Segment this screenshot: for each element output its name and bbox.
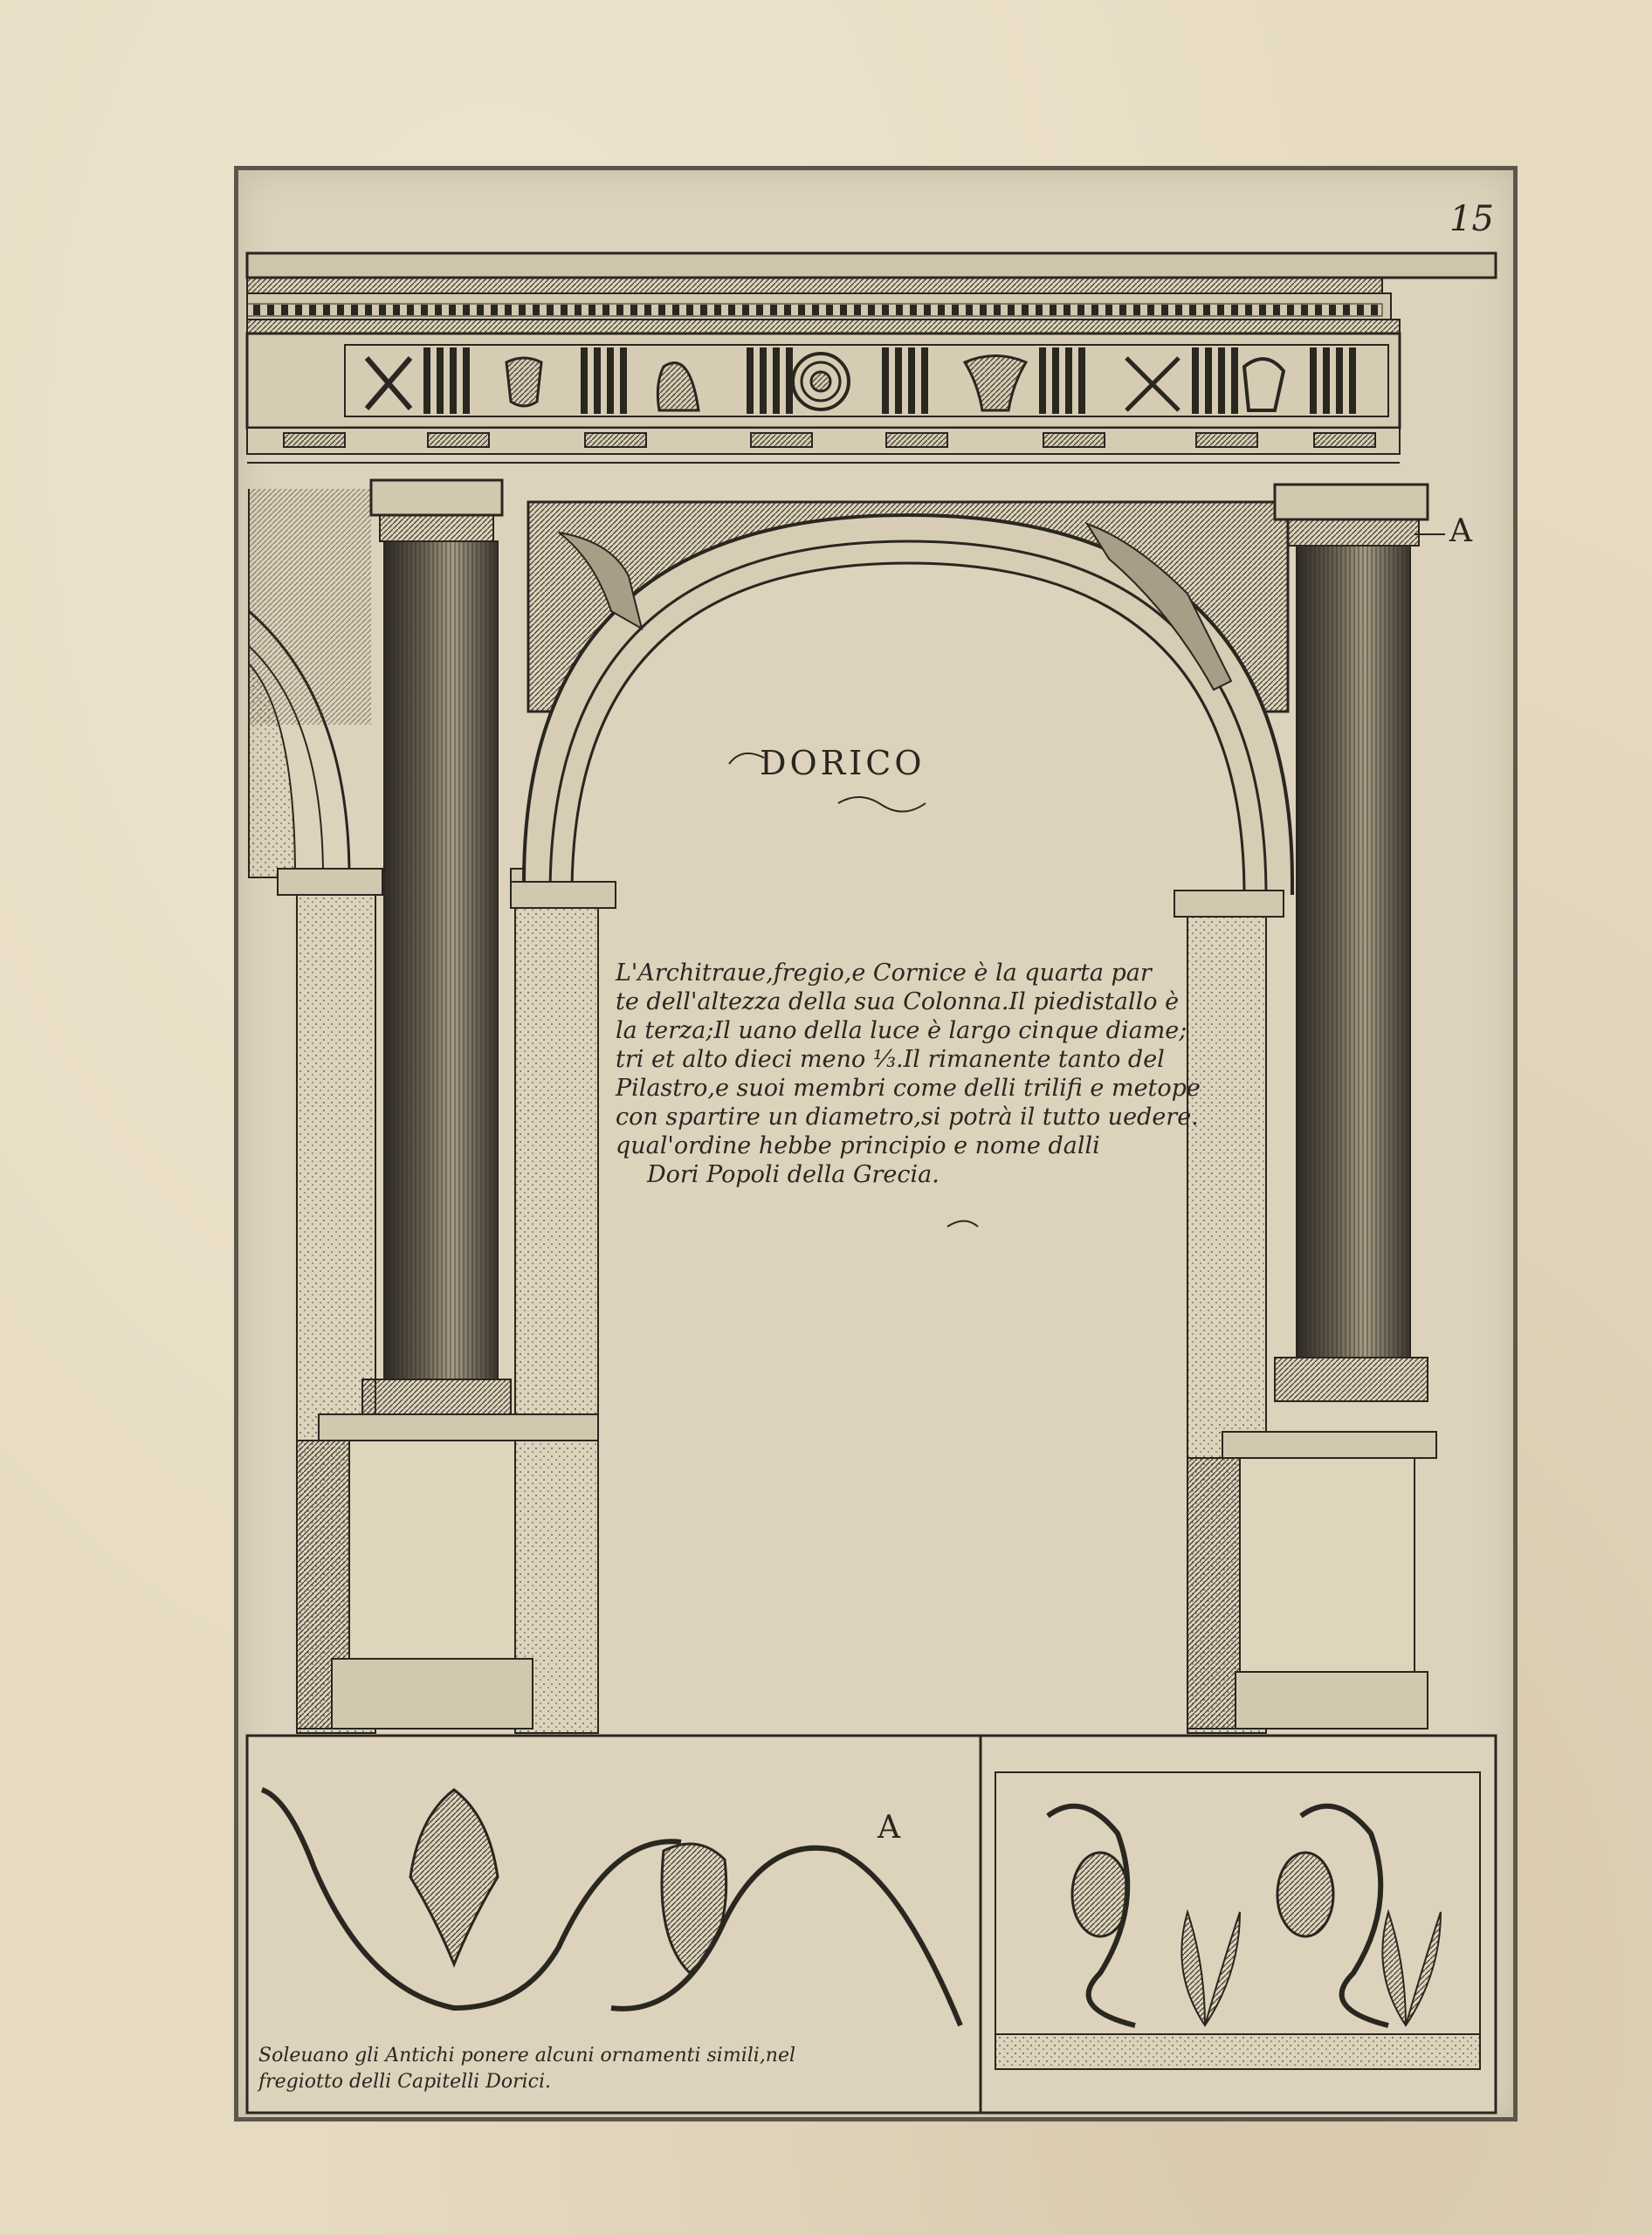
arch-impost-left: [511, 882, 616, 908]
dentil: [1273, 305, 1280, 315]
ornament-panel-right: [981, 1736, 1496, 2113]
dentil: [644, 305, 651, 315]
dentil: [952, 305, 959, 315]
dentil: [1217, 305, 1224, 315]
dentil: [1203, 305, 1210, 315]
dentil: [351, 305, 358, 315]
left-column: [362, 480, 511, 1414]
dentil: [672, 305, 679, 315]
marker-label-top: A: [1449, 513, 1472, 549]
arch-impost-right: [1174, 891, 1284, 917]
dentil: [980, 305, 987, 315]
page-number: 15: [1449, 199, 1494, 239]
gutta-block: [284, 433, 345, 447]
dentil: [589, 305, 595, 315]
dentil: [784, 305, 791, 315]
right-column: [1275, 485, 1428, 1401]
gutta-block: [585, 433, 646, 447]
marker-label-bottom: A: [878, 1810, 900, 1846]
dentil: [868, 305, 875, 315]
dentil: [365, 305, 372, 315]
dentil: [1105, 305, 1112, 315]
dentil: [1077, 305, 1084, 315]
main-text-block: [616, 959, 1209, 1189]
dentil: [295, 305, 302, 315]
text-line: qual'ordine hebbe principio e nome dalli: [616, 1132, 1100, 1159]
dentil: [281, 305, 288, 315]
text-line: con spartire un diametro,si potrà il tutto uedere.: [616, 1104, 1199, 1131]
dentil: [938, 305, 945, 315]
dentil: [630, 305, 637, 315]
dentil: [826, 305, 833, 315]
right-pedestal: [1187, 1432, 1436, 1729]
dentil: [1287, 305, 1294, 315]
dentil: [1008, 305, 1015, 315]
dentil: [379, 305, 386, 315]
gutta-block: [886, 433, 947, 447]
mask-face-right: [1277, 1853, 1333, 1936]
dentil: [421, 305, 428, 315]
dentil: [658, 305, 665, 315]
dentil: [407, 305, 414, 315]
dentil: [477, 305, 484, 315]
dentil: [491, 305, 498, 315]
caption-line: Soleuano gli Antichi ponere alcuni ornamenti simili,nel: [258, 2045, 796, 2067]
dentil: [561, 305, 568, 315]
dentil: [1091, 305, 1098, 315]
dentil: [1161, 305, 1168, 315]
text-line: L'Architraue,fregio,e Cornice è la quarta par: [616, 959, 1152, 987]
dentil: [449, 305, 456, 315]
dentil: [267, 305, 274, 315]
text-line: te dell'altezza della sua Colonna.Il piedistallo è: [616, 988, 1180, 1015]
dentil: [1175, 305, 1182, 315]
dentil: [1357, 305, 1364, 315]
gutta-block: [1196, 433, 1257, 447]
caption-block: [258, 2043, 870, 2095]
dentil: [435, 305, 442, 315]
dentil: [1147, 305, 1154, 315]
central-arch: [524, 502, 1292, 895]
dentil: [323, 305, 330, 315]
left-partial-arch: [249, 489, 371, 877]
gutta-block: [751, 433, 812, 447]
dentil: [700, 305, 707, 315]
dentil: [896, 305, 903, 315]
dentil: [742, 305, 749, 315]
dentil: [547, 305, 554, 315]
dentil: [519, 305, 526, 315]
dentil: [337, 305, 344, 315]
dentil: [1063, 305, 1070, 315]
patera-disc-icon: [793, 354, 849, 409]
dentil: [575, 305, 582, 315]
dentil: [1315, 305, 1322, 315]
text-line: la terza;Il uano della luce è largo cinque diame;: [616, 1017, 1187, 1044]
dentil: [1329, 305, 1336, 315]
dentil: [253, 305, 260, 315]
dentil: [924, 305, 931, 315]
dentil: [994, 305, 1001, 315]
dentil: [812, 305, 819, 315]
dentil: [1133, 305, 1140, 315]
vase-icon: [506, 358, 541, 406]
dentil: [463, 305, 470, 315]
dentil: [505, 305, 512, 315]
dentil: [393, 305, 400, 315]
dentil: [1050, 305, 1057, 315]
dentil: [882, 305, 889, 315]
mask-face-left: [1072, 1853, 1128, 1936]
dentil: [770, 305, 777, 315]
dentil: [1036, 305, 1043, 315]
dentil: [728, 305, 735, 315]
dentil: [533, 305, 540, 315]
gutta-block: [1043, 433, 1105, 447]
gutta-block: [1314, 433, 1375, 447]
dentil: [966, 305, 973, 315]
gutta-block: [428, 433, 489, 447]
dentil: [854, 305, 861, 315]
dentil: [602, 305, 609, 315]
dentil: [1231, 305, 1238, 315]
dentil: [714, 305, 721, 315]
dentil: [1371, 305, 1378, 315]
dentil: [1189, 305, 1196, 315]
text-flourish: [947, 1221, 978, 1228]
dentil: [840, 305, 847, 315]
dentil: [1119, 305, 1126, 315]
text-line: tri et alto dieci meno ⅓.Il rimanente tanto del: [616, 1046, 1165, 1073]
dentil: [798, 305, 805, 315]
plate-title: DORICO: [760, 744, 926, 782]
dentil: [910, 305, 917, 315]
cornice: [247, 253, 1496, 334]
dentil: [1343, 305, 1350, 315]
text-line: Dori Popoli della Grecia.: [647, 1161, 940, 1188]
dentil: [756, 305, 763, 315]
dentil: [1259, 305, 1266, 315]
dentil: [309, 305, 316, 315]
dentil: [616, 305, 623, 315]
dentil: [1245, 305, 1252, 315]
caption-line: fregiotto delli Capitelli Dorici.: [258, 2071, 551, 2093]
dentil: [1301, 305, 1308, 315]
dentil: [1022, 305, 1029, 315]
text-line: Pilastro,e suoi membri come delli trilifi e metope: [616, 1075, 1201, 1102]
dentil: [686, 305, 693, 315]
